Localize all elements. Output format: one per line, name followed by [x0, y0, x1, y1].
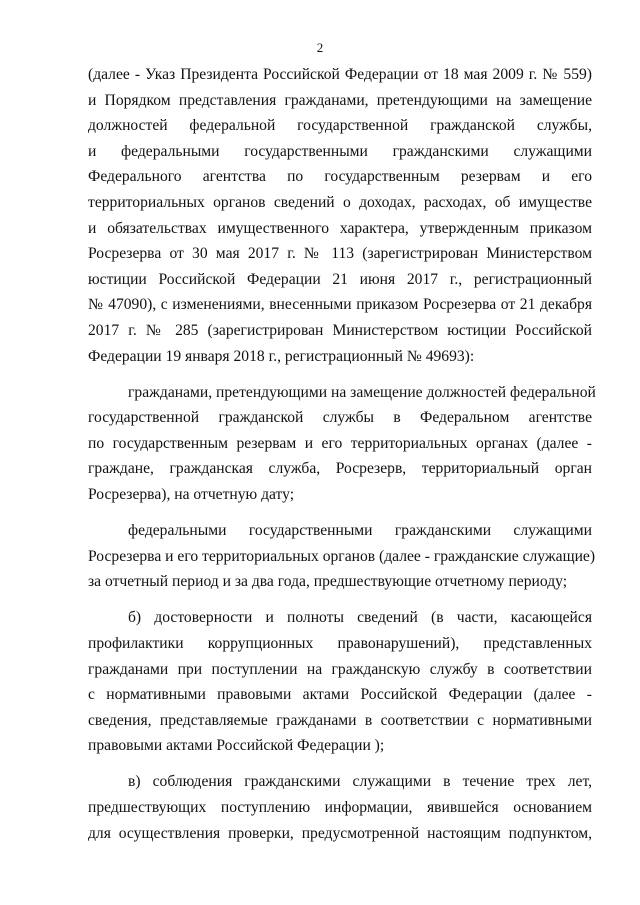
text-line: сведения, представляемые гражданами в соответствии с нормативными — [88, 711, 592, 729]
text-line: и Порядком представления гражданами, претендующими на замещение — [88, 91, 592, 109]
text-line: Федерации 19 января 2018 г., регистрационный № 49693): — [88, 347, 475, 365]
text-line: по государственным резервам и его территориальных органах (далее - — [88, 434, 592, 452]
paragraph-gap — [88, 508, 592, 519]
text-line: предшествующих поступлению информации, явившейся основанием — [88, 799, 592, 817]
text-line: Росрезерва), на отчетную дату; — [88, 486, 295, 503]
text-line: Росрезерва от 30 мая 2017 г. № 113 (зарегистрирован Министерством — [88, 245, 592, 263]
text-line: за отчетный период и за два года, предшествующие отчетному периоду; — [88, 573, 568, 591]
text-line: Федерального агентства по государственным резервам и его — [88, 168, 592, 186]
text-line: для осуществления проверки, предусмотренной настоящим подпунктом, — [88, 824, 592, 842]
text-line: гражданами при поступлении на гражданскую службу в соответствии — [88, 660, 592, 678]
text-line: (далее - Указ Президента Российской Федерации от 18 мая 2009 г. № 559) — [88, 66, 592, 83]
text-line: гражданами, претендующими на замещение должностей федеральной — [128, 383, 596, 401]
text-line: территориальных органов сведений о доходах, расходах, об имуществе — [88, 193, 592, 211]
text-line: № 47090), с изменениями, внесенными приказом Росрезерва от 21 декабря — [88, 296, 592, 314]
text-line: в) соблюдения гражданскими служащими в течение трех лет, — [128, 773, 592, 791]
text-line: б) достоверности и полноты сведений (в части, касающейся — [128, 609, 592, 627]
paragraph-gap — [88, 759, 592, 770]
paragraph-gap — [88, 369, 592, 380]
text-line: правовыми актами Российской Федерации ); — [88, 737, 385, 755]
text-line: 2017 г. № 285 (зарегистрирован Министерством юстиции Российской — [88, 321, 592, 339]
page-number: 2 — [316, 40, 324, 55]
text-line: и федеральными государственными гражданскими служащими — [88, 142, 592, 160]
text-line: и обязательствах имущественного характера, утвержденным приказом — [88, 219, 592, 237]
text-line: государственной гражданской службы в Федеральном агентстве — [88, 409, 592, 427]
text-line: с нормативными правовыми актами Российской Федерации (далее - — [88, 686, 592, 704]
document-body — [88, 62, 596, 846]
text-line: федеральными государственными гражданскими служащими — [128, 522, 592, 540]
text-line: Росрезерва и его территориальных органов (далее - гражданские служащие) — [88, 547, 596, 565]
text-line: должностей федеральной государственной гражданской службы, — [88, 117, 592, 135]
text-line: юстиции Российской Федерации 21 июня 2017 г., регистрационный — [88, 270, 592, 288]
text-line: профилактики коррупционных правонарушений), представленных — [88, 634, 592, 652]
paragraph-gap — [88, 595, 592, 606]
text-line: граждане, гражданская служба, Росрезерв, территориальный орган — [88, 460, 592, 478]
